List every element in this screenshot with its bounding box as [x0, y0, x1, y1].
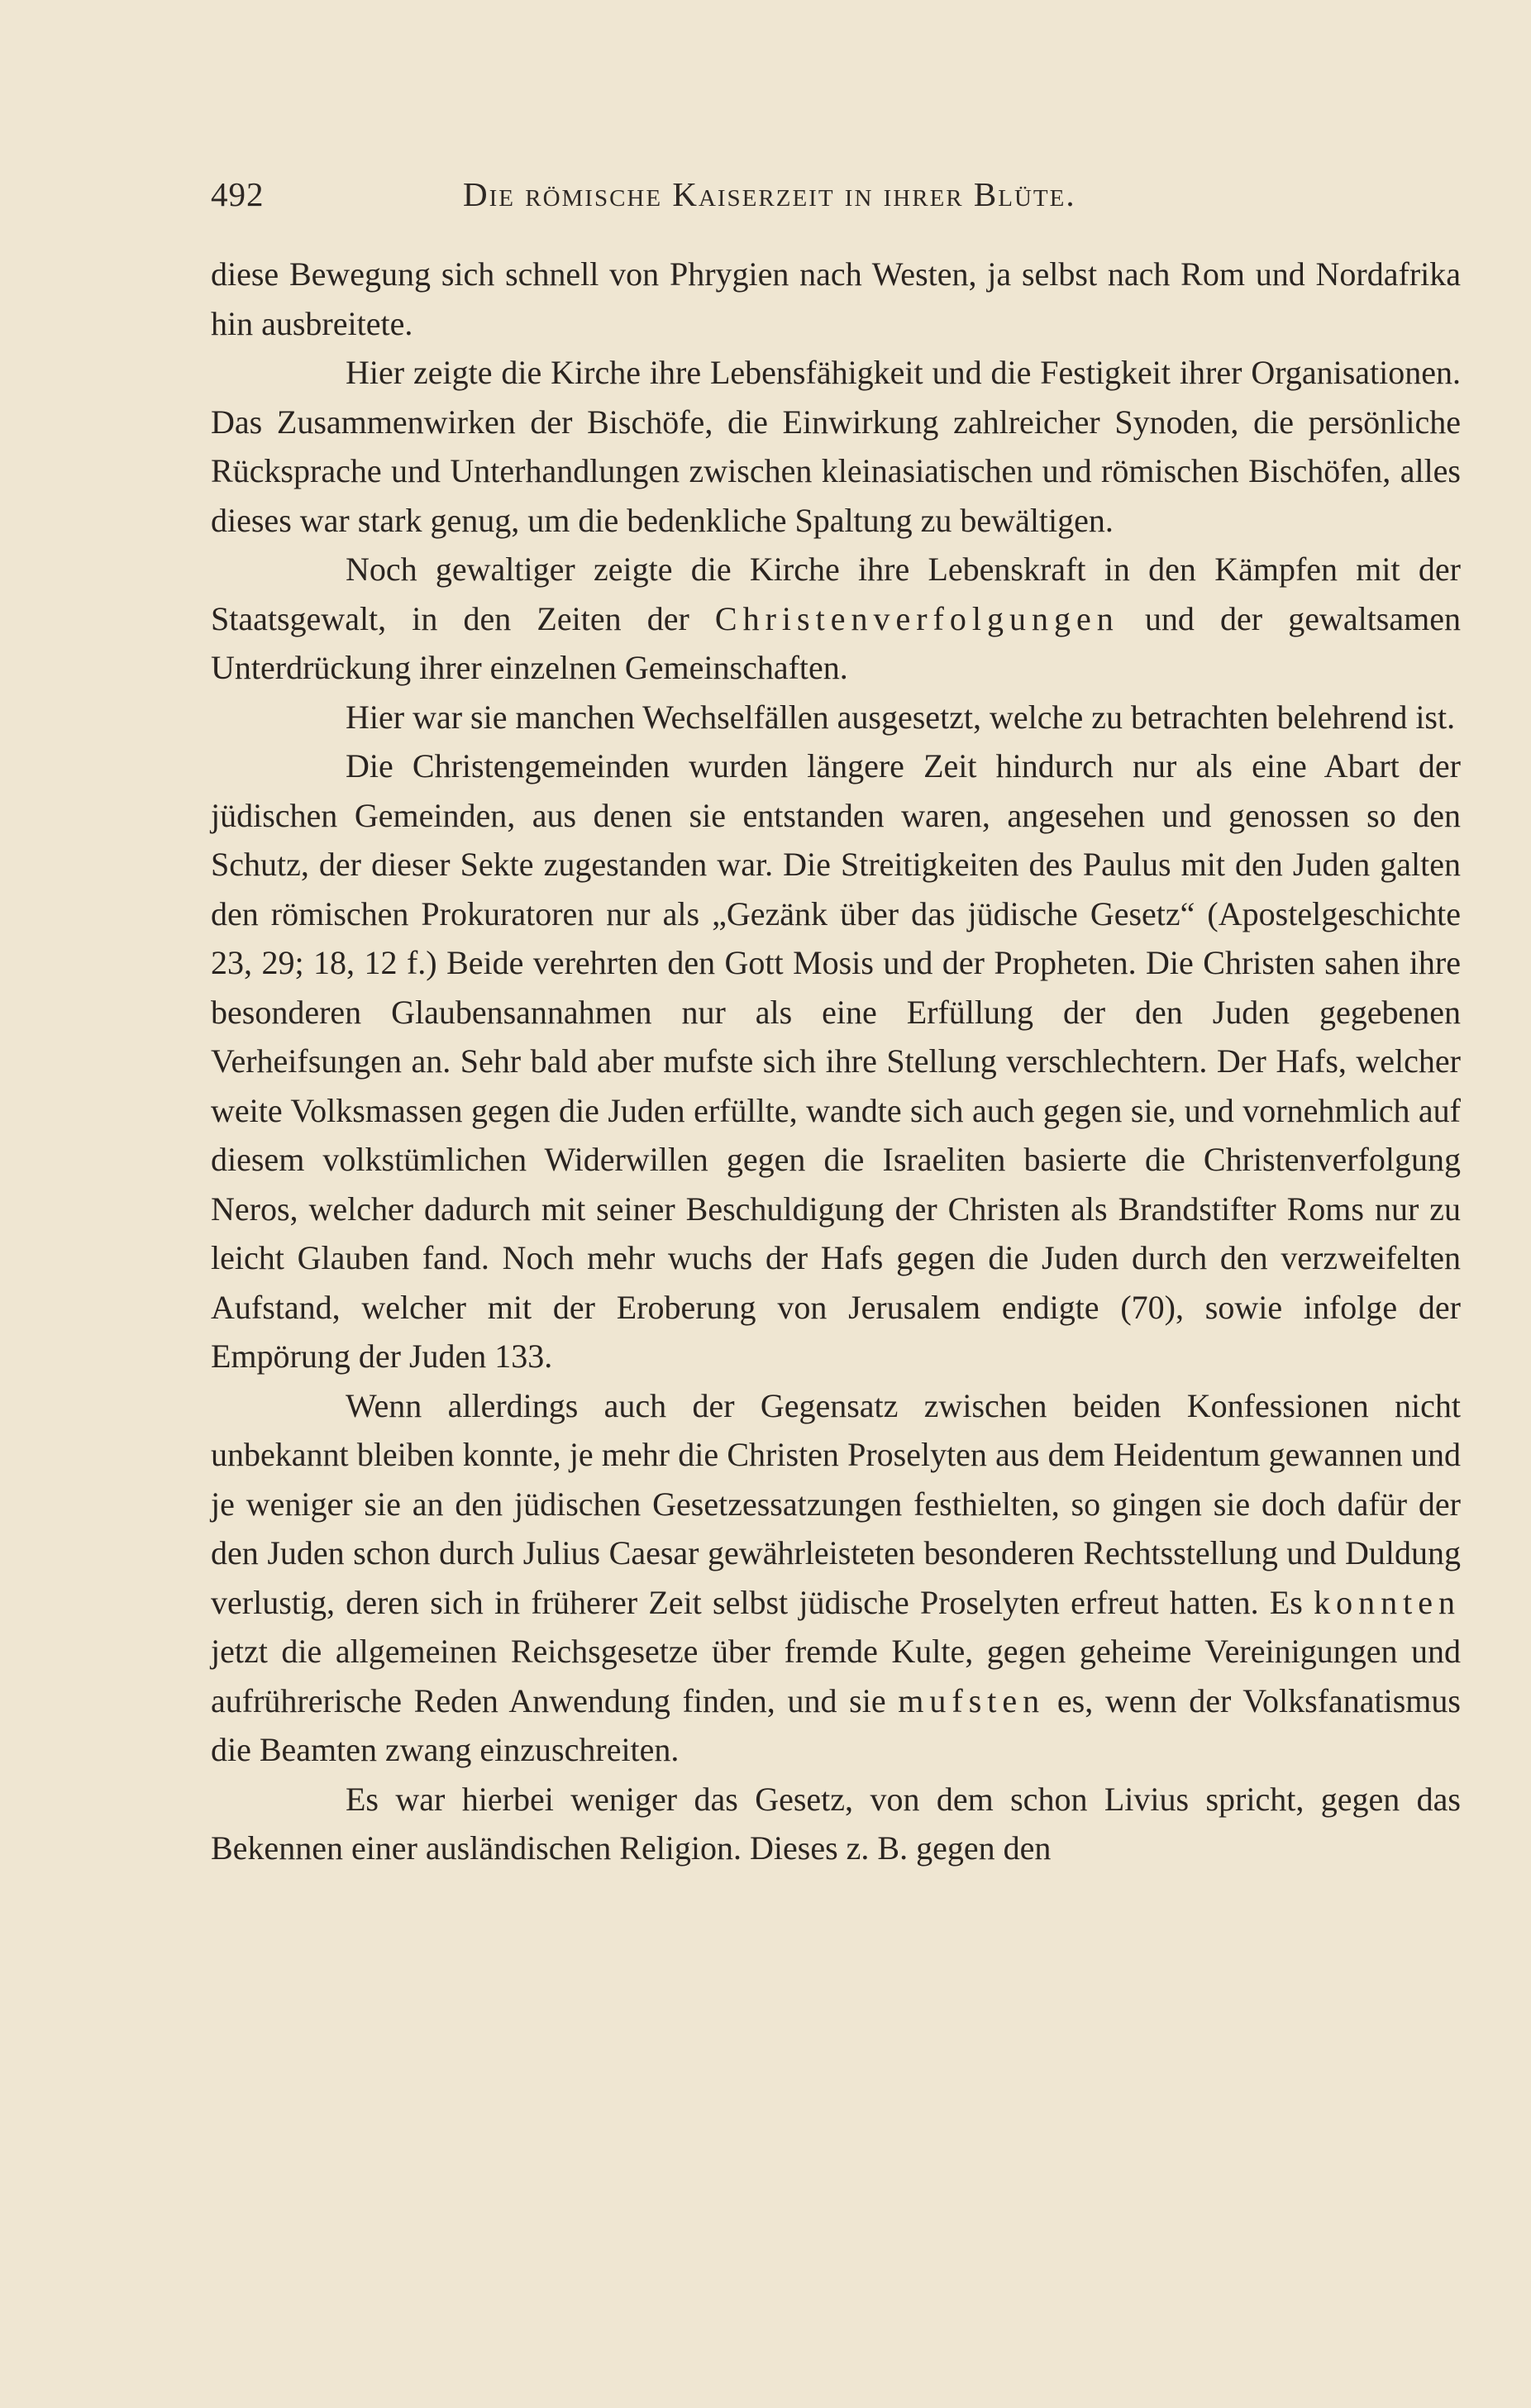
emphasized-term: mufsten [898, 1681, 1046, 1719]
text-run: Die Christengemeinden wurden längere Zeit hindurch nur als eine Abart der jüdischen Gemeinden, aus denen sie entstanden waren, angesehen und genossen so den Schutz, der dieser Sekte zugestanden war. Die Streitigkeiten des Paulus mit den Juden galten den römischen Prokuratoren nur als „Gezänk über das jüdische Gesetz“ (Apostelgeschichte 23, 29; 18, 12 f.) Beide verehrten den Gott Mosis und der Propheten. Die Christen sahen ihre besonderen Glaubensannahmen nur als eine Erfüllung der den Juden gegebenen Verheifsungen an. Sehr bald aber mufste sich ihre Stellung verschlechtern. Der Hafs, welcher weite Volksmassen gegen die Juden erfüllte, wandte sich auch gegen sie, und vornehmlich auf diesem volkstümlichen Widerwillen gegen die Israeliten basierte die Christenverfolgung Neros, welcher dadurch mit seiner Beschuldigung der Christen als Brandstifter Roms nur zu leicht Glauben fand. Noch mehr wuchs der Hafs gegen die Juden durch den verzweifelten Aufstand, welcher mit der Eroberung von Jerusalem endigte (70), sowie infolge der Empörung der Juden 133. [211, 747, 1461, 1375]
paragraph [211, 545, 1461, 693]
text-run: und der gewaltsamen Unterdrückung ihrer einzelnen Gemeinschaften. [211, 599, 1461, 686]
paragraph [211, 741, 1461, 1381]
text-run: Es war hierbei weniger das Gesetz, von dem schon Livius spricht, gegen das Bekennen einer ausländischen Religion. Dieses z. B. gegen den [211, 1780, 1461, 1867]
paragraph [211, 1775, 1461, 1873]
emphasized-term: Christenverfolgungen [714, 599, 1119, 637]
paragraph [211, 250, 1461, 348]
text-run: Noch gewaltiger zeigte die Kirche ihre Lebenskraft in den Kämpfen mit der Staatsgewalt, in den Zeiten der [211, 551, 1461, 637]
paragraph [211, 693, 1461, 742]
text-run: jetzt die allgemeinen Reichsgesetze über fremde Kulte, gegen geheime Vereinigungen und aufrührerische Reden Anwendung finden, und sie [211, 1633, 1461, 1719]
text-run: diese Bewegung sich schnell von Phrygien nach Westen, ja selbst nach Rom und Nordafrika hin ausbreitete. [211, 255, 1461, 342]
text-run: es, wenn der Volksfanatismus die Beamten zwang einzuschreiten. [211, 1681, 1461, 1768]
text-run: Hier war sie manchen Wechselfällen ausgesetzt, welche zu betrachten belehrend ist. [346, 698, 1456, 736]
page-number: 492 [211, 175, 265, 213]
text-run: Hier zeigte die Kirche ihre Lebensfähigkeit und die Festigkeit ihrer Organisationen. Das Zusammenwirken der Bischöfe, die Einwirkung zahlreicher Synoden, die persönliche Rücksprache und Unterhandlungen zwischen kleinasiatischen und römischen Bischöfen, alles dieses war stark genug, um die bedenkliche Spaltung zu bewältigen. [211, 354, 1461, 539]
body-text [211, 250, 1461, 1873]
page-header [211, 169, 1467, 219]
paragraph [211, 348, 1461, 545]
text-run: Wenn allerdings auch der Gegensatz zwischen beiden Konfessionen nicht unbekannt bleiben konnte, je mehr die Christen Proselyten aus dem Heidentum gewannen und je weniger sie an den jüdischen Gesetzessatzungen festhielten, so gingen sie doch dafür der den Juden schon durch Julius Caesar gewährleisteten besonderen Rechtsstellung und Duldung verlustig, deren sich in früherer Zeit selbst jüdische Proselyten erfreut hatten. Es [211, 1386, 1461, 1621]
running-title: Die römische Kaiserzeit in ihrer Blüte. [463, 175, 1076, 213]
emphasized-term: konnten [1314, 1583, 1461, 1621]
paragraph [211, 1381, 1461, 1775]
